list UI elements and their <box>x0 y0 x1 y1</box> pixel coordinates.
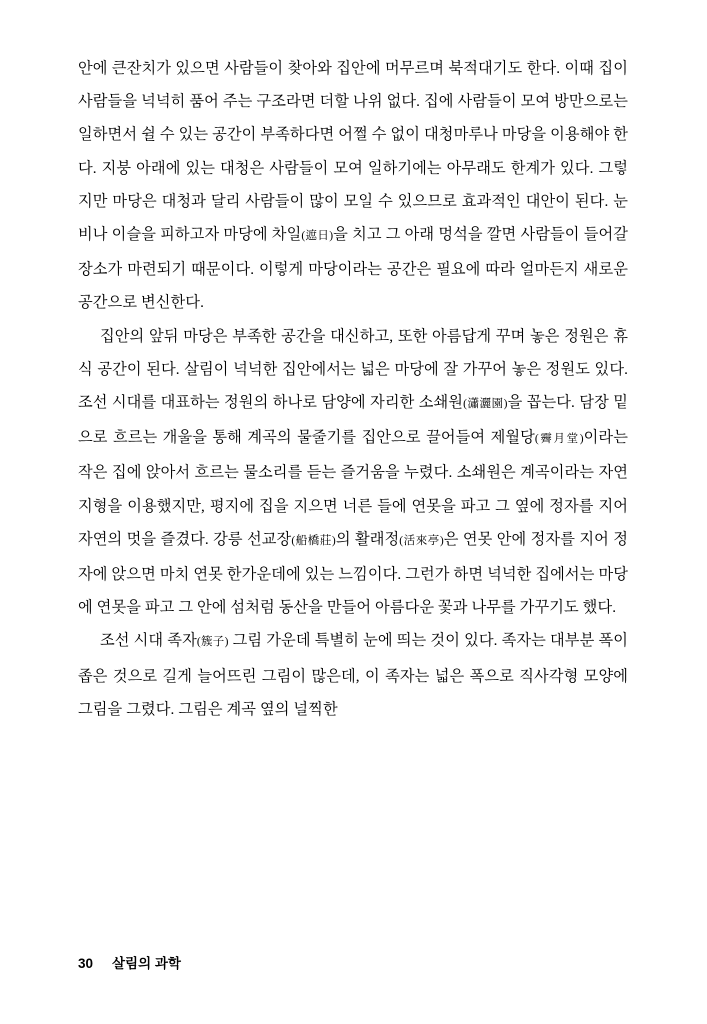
page-footer <box>78 952 628 972</box>
page-body <box>78 52 628 726</box>
paragraph-3: 조선 시대 족자(簇子) 그림 가운데 특별히 눈에 띄는 것이 있다. 족자는 대부분 폭이 좁은 것으로 길게 늘어뜨린 그림이 많은데, 이 족자는 넓은 폭으로 직사각형 모양에 그림을 그렸다. 그림은 계곡 옆의 널찍한 <box>78 632 628 718</box>
hanja-annotation: (遮日) <box>301 230 334 243</box>
hanja-annotation: (船橋莊) <box>291 534 336 547</box>
hanja-annotation: (活來亭) <box>399 534 444 547</box>
page-number: 30 <box>78 956 94 971</box>
running-title: 살림의 과학 <box>112 956 181 971</box>
hanja-annotation: (霽月堂) <box>534 433 584 446</box>
paragraph-2: 집안의 앞뒤 마당은 부족한 공간을 대신하고, 또한 아름답게 꾸며 놓은 정원은 휴식 공간이 된다. 살림이 넉넉한 집안에서는 넓은 마당에 잘 가꾸어 놓은 정원도 있다. 조선 시대를 대표하는 정원의 하나로 담양에 자리한 소쇄원(瀟灑園)을 꼽는다. 담장 밑으로 흐르는 개울을 통해 계곡의 물줄기를 집안으로 끌어들여 제월당(霽月堂)이라는 작은 집에 앉아서 흐르는 물소리를 듣는 즐거움을 누렸다. 소쇄원은 계곡이라는 자연 지형을 이용했지만, 평지에 집을 지으면 너른 들에 연못을 파고 그 옆에 정자를 지어 자연의 멋을 즐겼다. 강릉 선교장(船橋莊)의 활래정(活來亭)은 연못 안에 정자를 지어 정자에 앉으면 마치 연못 한가운데에 있는 느낌이다. 그런가 하면 넉넉한 집에서는 마당에 연못을 파고 그 안에 섬처럼 동산을 만들어 아름다운 꽃과 나무를 가꾸기도 했다. <box>78 327 628 617</box>
paragraph-1: 안에 큰잔치가 있으면 사람들이 찾아와 집안에 머무르며 북적대기도 한다. 이때 집이 사람들을 넉넉히 품어 주는 구조라면 더할 나위 없다. 집에 사람들이 모여 방만으로는 일하면서 쉴 수 있는 공간이 부족하다면 어쩔 수 없이 대청마루나 마당을 이용해야 한다. 지붕 아래에 있는 대청은 사람들이 모여 일하기에는 아무래도 한계가 있다. 그렇지만 마당은 대청과 달리 사람들이 많이 모일 수 있으므로 효과적인 대안이 된다. 눈비나 이슬을 피하고자 마당에 차일(遮日)을 치고 그 아래 멍석을 깔면 사람들이 들어갈 장소가 마련되기 때문이다. 이렇게 마당이라는 공간은 필요에 따라 얼마든지 새로운 공간으로 변신한다. <box>78 60 629 312</box>
hanja-annotation: (瀟灑園) <box>463 398 508 411</box>
hanja-annotation: (簇子) <box>196 636 229 649</box>
